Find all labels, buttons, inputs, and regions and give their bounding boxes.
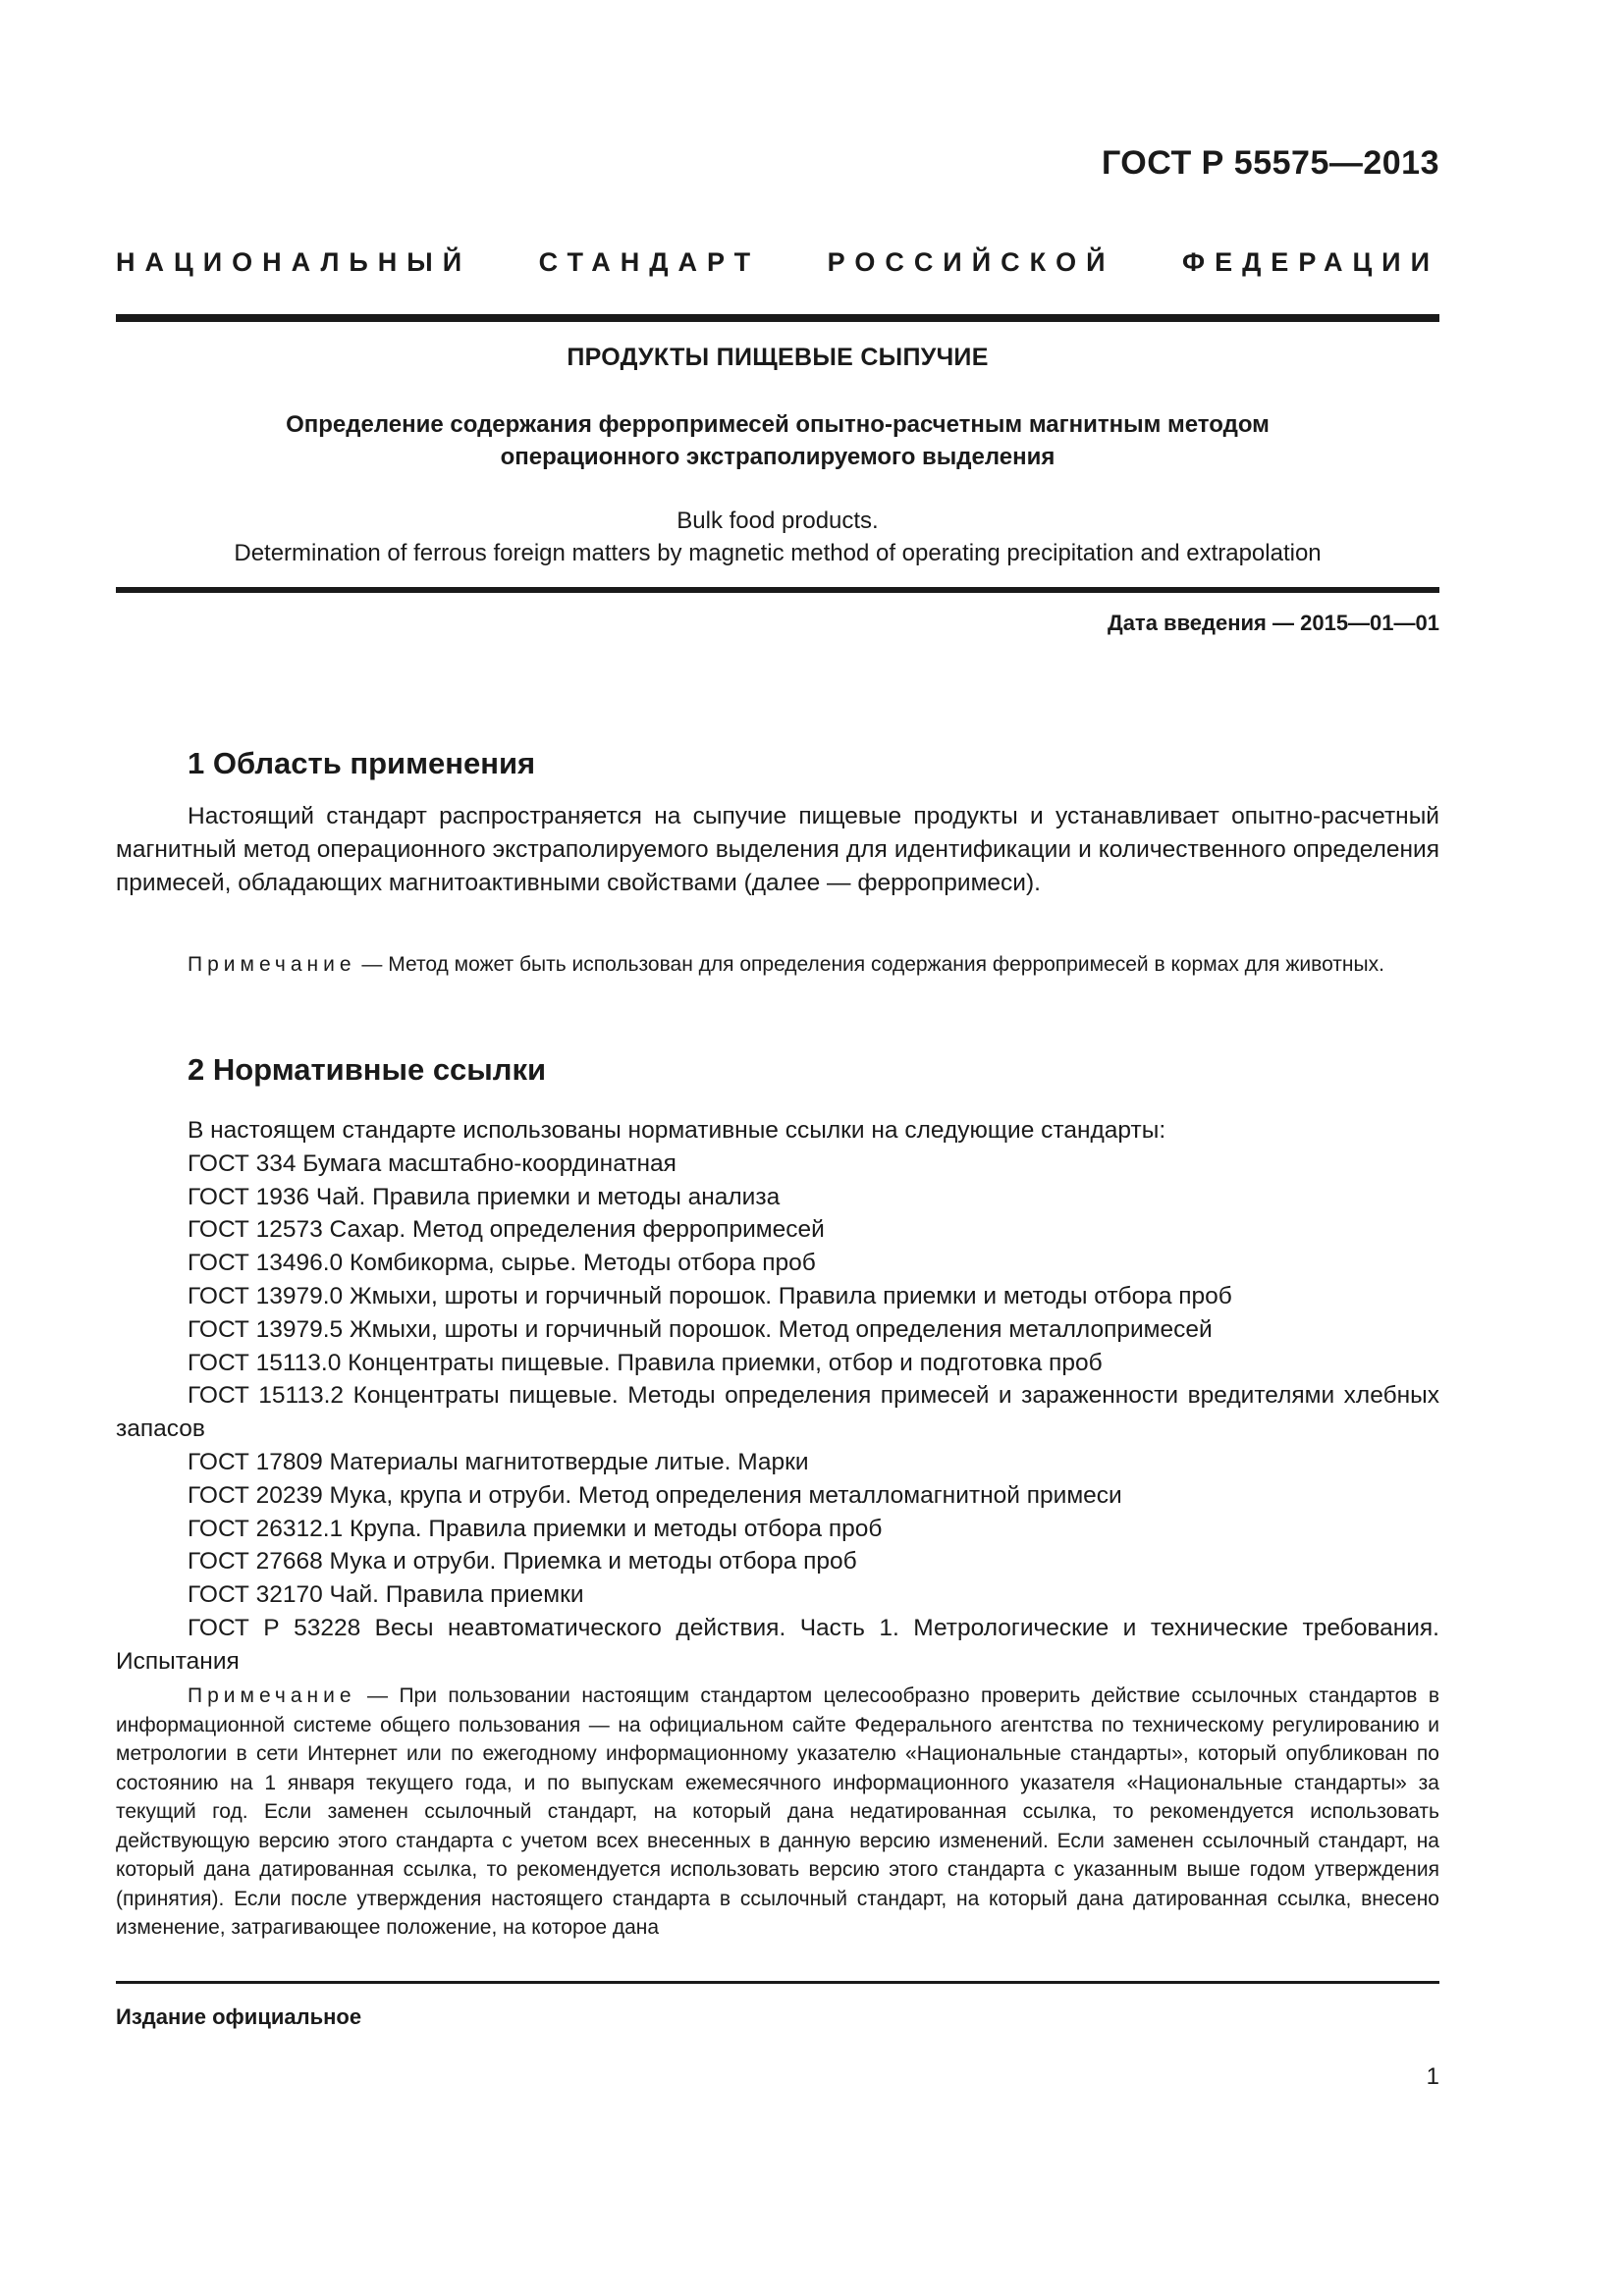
reference-item: ГОСТ 26312.1 Крупа. Правила приемки и методы отбора проб — [188, 1515, 883, 1542]
subtitle-line-2: операционного экстраполируемого выделения — [500, 444, 1056, 470]
title-divider — [116, 587, 1439, 593]
section-2-note — [116, 1682, 1439, 1943]
document-title: ПРОДУКТЫ ПИЩЕВЫЕ СЫПУЧИЕ — [567, 344, 989, 371]
reference-item: ГОСТ 32170 Чай. Правила приемки — [188, 1581, 584, 1609]
section-1-heading: 1 Область применения — [188, 746, 536, 780]
header-divider — [116, 314, 1439, 322]
national-standard-banner: НАЦИОНАЛЬНЫЙ СТАНДАРТ РОССИЙСКОЙ ФЕДЕРАЦИИ — [116, 247, 1439, 277]
reference-item: ГОСТ 13496.0 Комбикорма, сырье. Методы отбора проб — [188, 1250, 816, 1277]
reference-item: ГОСТ 17809 Материалы магнитотвердые литые. Марки — [188, 1448, 809, 1475]
reference-item: ГОСТ 13979.5 Жмыхи, шроты и горчичный порошок. Метод определения металлопримесей — [188, 1315, 1213, 1343]
english-title-line-1: Bulk food products. — [677, 507, 879, 534]
document-subtitle — [116, 408, 1439, 473]
subtitle-line-1: Определение содержания ферропримесей опытно-расчетным магнитным методом — [286, 411, 1270, 438]
english-title-line-2: Determination of ferrous foreign matters by magnetic method of operating precipitation and extrapolation — [234, 540, 1322, 566]
reference-item: ГОСТ Р 53228 Весы неавтоматического действия. Часть 1. Метрологические и технические требования. Испытания — [116, 1614, 1439, 1675]
reference-item: ГОСТ 13979.0 Жмыхи, шроты и горчичный порошок. Правила приемки и методы отбора проб — [188, 1282, 1232, 1309]
footer-divider — [116, 1981, 1439, 1984]
reference-item: ГОСТ 15113.2 Концентраты пищевые. Методы определения примесей и зараженности вредителями хлебных запасов — [116, 1382, 1439, 1443]
references-intro: В настоящем стандарте использованы нормативные ссылки на следующие стандарты: — [188, 1117, 1166, 1144]
page-number: 1 — [1426, 2063, 1439, 2090]
official-edition-label: Издание официальное — [116, 2004, 362, 2029]
references-block — [116, 1114, 1439, 1679]
section-1-paragraph: Настоящий стандарт распространяется на сыпучие пищевые продукты и устанавливает опытно-расчетный магнитный метод операционного экстраполируемого выделения для идентификации и количественного определения примесей, обладающих магнитоактивными свойствами (далее — ферропримеси). — [116, 803, 1439, 896]
reference-item: ГОСТ 334 Бумага масштабно-координатная — [188, 1149, 677, 1177]
english-title — [116, 505, 1439, 569]
reference-item: ГОСТ 1936 Чай. Правила приемки и методы анализа — [188, 1183, 781, 1210]
note-text: — При пользовании настоящим стандартом целесообразно проверить действие ссылочных стандартов в информационной системе общего пользования — на официальном сайте Федерального агентства по техническому регулированию и метрологии в сети Интернет или по ежегодному информационному указателю «Национальные стандарты», который опубликован по состоянию на 1 января текущего года, и по выпускам ежемесячного информационного указателя «Национальные стандарты» за текущий год. Если заменен ссылочный стандарт, на который дана недатированная ссылка, то рекомендуется использовать действующую версию этого стандарта с учетом всех внесенных в данную версию изменений. Если заменен ссылочный стандарт, на который дана датированная ссылка, то рекомендуется использовать версию этого стандарта с указанным выше годом утверждения (принятия). Если после утверждения настоящего стандарта в ссылочный стандарт, на который дана датированная ссылка, внесено изменение, затрагивающее положение, на которое дана — [116, 1684, 1439, 1939]
introduction-date: Дата введения — 2015—01—01 — [1108, 611, 1439, 635]
section-2-heading: 2 Нормативные ссылки — [188, 1052, 547, 1087]
reference-item: ГОСТ 15113.0 Концентраты пищевые. Правила приемки, отбор и подготовка проб — [188, 1349, 1103, 1376]
reference-item: ГОСТ 27668 Мука и отруби. Приемка и методы отбора проб — [188, 1548, 857, 1575]
reference-item: ГОСТ 20239 Мука, крупа и отруби. Метод определения металломагнитной примеси — [188, 1481, 1122, 1509]
document-page — [116, 0, 1439, 2296]
section-1-note — [116, 950, 1439, 980]
reference-item: ГОСТ 12573 Сахар. Метод определения ферропримесей — [188, 1216, 825, 1244]
note-text: — Метод может быть использован для определения содержания ферропримесей в кормах для животных. — [355, 953, 1384, 976]
gost-number: ГОСТ Р 55575—2013 — [1101, 144, 1439, 182]
note-label: Примечание — [188, 1684, 356, 1707]
note-label: Примечание — [188, 953, 356, 976]
